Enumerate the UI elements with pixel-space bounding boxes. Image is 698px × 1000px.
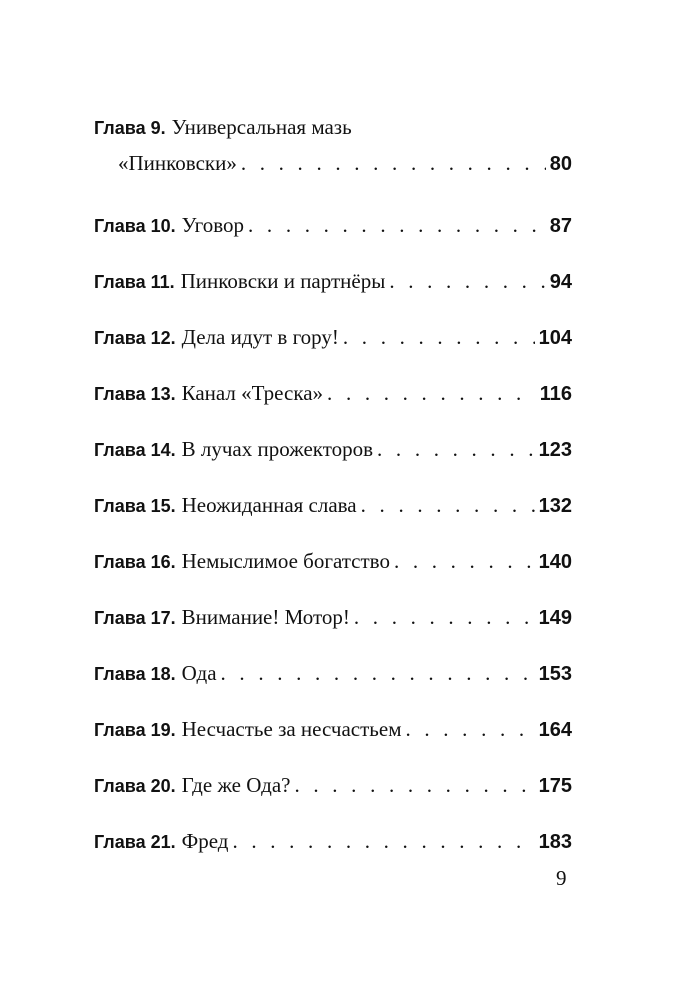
- chapter-label: Глава 20.: [94, 776, 176, 796]
- toc-entry-chapter-16: [94, 546, 572, 602]
- dot-leader: [343, 322, 535, 352]
- toc-entry-line: [94, 148, 572, 179]
- chapter-label: Глава 16.: [94, 552, 176, 572]
- dot-leader: [394, 546, 535, 576]
- chapter-title: Где же Ода?: [181, 773, 291, 797]
- dot-leader: [221, 658, 535, 688]
- chapter-label: Глава 12.: [94, 328, 176, 348]
- chapter-label: Глава 18.: [94, 664, 176, 684]
- chapter-page-number: 80: [549, 153, 572, 175]
- dot-leader: [241, 148, 546, 178]
- toc-entry-chapter-13: [94, 378, 572, 434]
- chapter-page-number: 149: [538, 607, 572, 629]
- dot-leader: [232, 826, 534, 856]
- chapter-label: Глава 10.: [94, 216, 176, 236]
- chapter-page-number: 183: [538, 831, 572, 853]
- chapter-label: Глава 14.: [94, 440, 176, 460]
- chapter-title: Внимание! Мотор!: [181, 605, 350, 629]
- chapter-page-number: 164: [538, 719, 572, 741]
- chapter-title: Ода: [181, 661, 217, 685]
- dot-leader: [327, 378, 536, 408]
- dot-leader: [389, 266, 545, 296]
- chapter-label: Глава 15.: [94, 496, 176, 516]
- chapter-title: Канал «Треска»: [181, 381, 324, 405]
- toc-entry-chapter-11: [94, 266, 572, 322]
- chapter-page-number: 116: [539, 383, 572, 405]
- table-of-contents: [94, 112, 572, 882]
- chapter-label: Глава 13.: [94, 384, 176, 404]
- chapter-page-number: 123: [538, 439, 572, 461]
- toc-entry-chapter-18: [94, 658, 572, 714]
- chapter-label: Глава 11.: [94, 272, 175, 292]
- chapter-page-number: 175: [538, 775, 572, 797]
- chapter-title: Универсальная мазь: [171, 115, 352, 139]
- chapter-title: Пинковски и партнёры: [180, 269, 386, 293]
- chapter-page-number: 94: [549, 271, 572, 293]
- chapter-title: Уговор: [181, 213, 245, 237]
- dot-leader: [377, 434, 535, 464]
- toc-entry-chapter-10: [94, 210, 572, 266]
- chapter-label: Глава 19.: [94, 720, 176, 740]
- toc-entry-chapter-17: [94, 602, 572, 658]
- chapter-title: Фред: [181, 829, 229, 853]
- toc-entry-chapter-21: [94, 826, 572, 882]
- dot-leader: [354, 602, 535, 632]
- dot-leader: [248, 210, 546, 240]
- chapter-title-continued: «Пинковски»: [118, 151, 237, 175]
- page-number: 9: [556, 866, 567, 890]
- chapter-label: Глава 17.: [94, 608, 176, 628]
- chapter-title: В лучах прожекторов: [181, 437, 374, 461]
- chapter-title: Дела идут в гору!: [181, 325, 339, 349]
- dot-leader: [405, 714, 534, 744]
- chapter-label: Глава 21.: [94, 832, 176, 852]
- toc-entry-chapter-14: [94, 434, 572, 490]
- chapter-title: Немыслимое богатство: [181, 549, 390, 573]
- toc-entry-chapter-15: [94, 490, 572, 546]
- toc-entry-chapter-19: [94, 714, 572, 770]
- toc-entry-chapter-20: [94, 770, 572, 826]
- toc-entry-chapter-9: [94, 112, 572, 210]
- chapter-page-number: 104: [538, 327, 572, 349]
- chapter-title: Несчастье за несчастьем: [181, 717, 402, 741]
- toc-entry-chapter-12: [94, 322, 572, 378]
- dot-leader: [361, 490, 535, 520]
- toc-entry-line: [94, 112, 572, 148]
- dot-leader: [294, 770, 534, 800]
- chapter-page-number: 153: [538, 663, 572, 685]
- chapter-page-number: 87: [549, 215, 572, 237]
- chapter-label: Глава 9.: [94, 118, 166, 138]
- chapter-title: Неожиданная слава: [181, 493, 357, 517]
- chapter-page-number: 140: [538, 551, 572, 573]
- chapter-page-number: 132: [538, 495, 572, 517]
